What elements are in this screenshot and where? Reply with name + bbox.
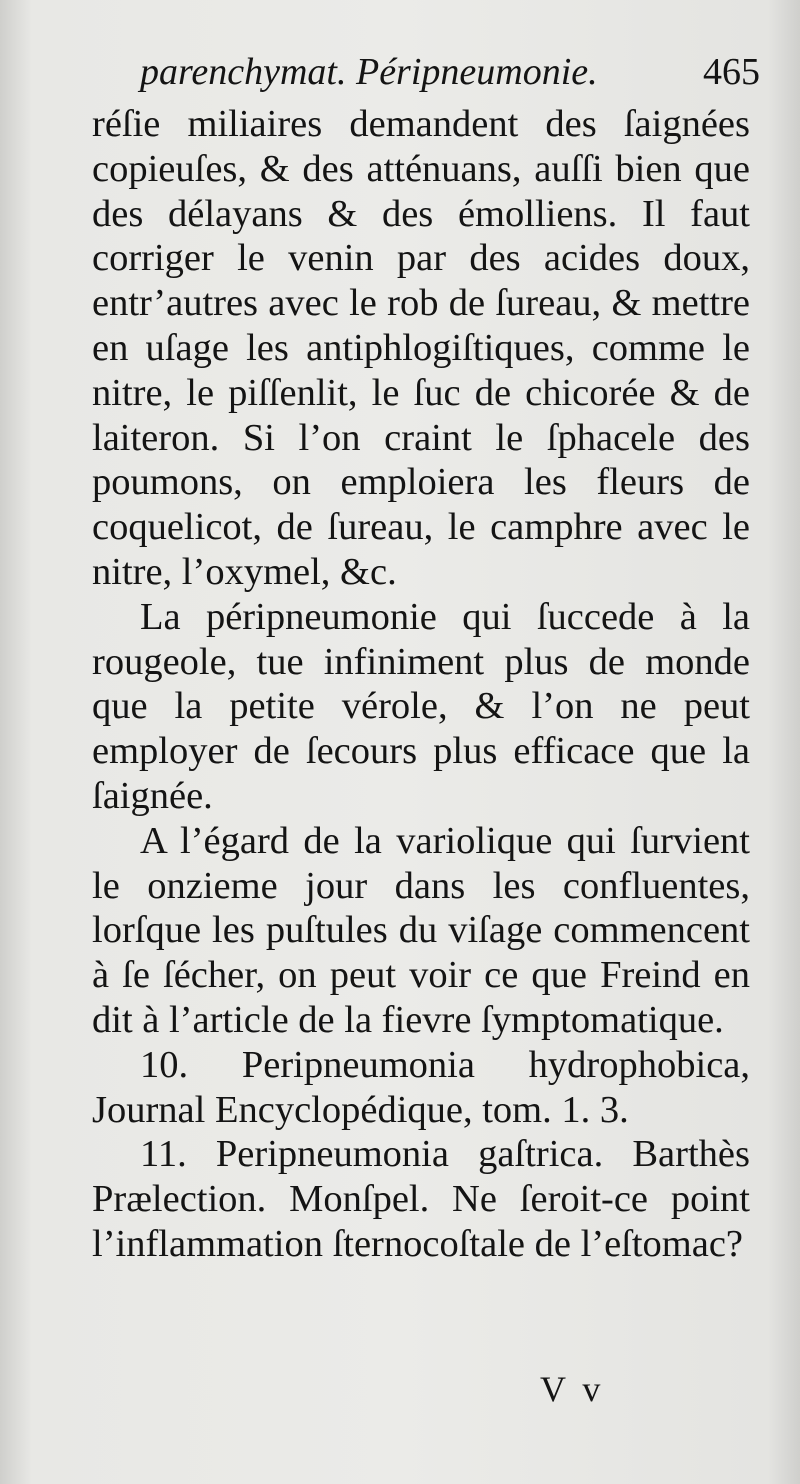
page-number: 465 bbox=[703, 51, 760, 93]
running-title: parenchymat. Péripneumonie. bbox=[140, 51, 598, 93]
paragraph: A l’égard de la variolique qui ſurvient le onzieme jour dans les confluentes, lorſque les puſtules du viſage commencent à ſe ſécher, on peut voir ce que Freind en dit à l’article de la fievre ſymptomatique. bbox=[92, 819, 750, 1041]
paragraph: 11. Peripneumonia gaſtrica. Barthès Prælection. Monſpel. Ne ſeroit-ce point l’inflammation ſternocoſtale de l’eſtomac? bbox=[92, 1133, 750, 1265]
body-text bbox=[92, 102, 750, 1267]
signature-mark: V v bbox=[540, 1369, 605, 1409]
page-header bbox=[140, 50, 760, 102]
paragraph: réſie miliaires demandent des ſaignées copieuſes, & des atténuans, auſſi bien que des délayans & des émolliens. Il faut corriger le venin par des acides doux, entr’autres avec le rob de ſureau, & mettre en uſage les antiphlogiſtiques, comme le nitre, le piſſenlit, le ſuc de chicorée & de laiteron. Si l’on craint le ſphacele des poumons, on emploiera les fleurs de coquelicot, de ſureau, le camphre avec le nitre, l’oxymel, &c. bbox=[92, 103, 750, 593]
paragraph: 10. Peripneumonia hydrophobica, Journal Encyclopédique, tom. 1. 3. bbox=[92, 1043, 750, 1131]
paragraph: La péripneumonie qui ſuccede à la rougeole, tue infiniment plus de monde que la petite vérole, & l’on ne peut employer de ſecours plus efficace que la ſaignée. bbox=[92, 595, 750, 817]
